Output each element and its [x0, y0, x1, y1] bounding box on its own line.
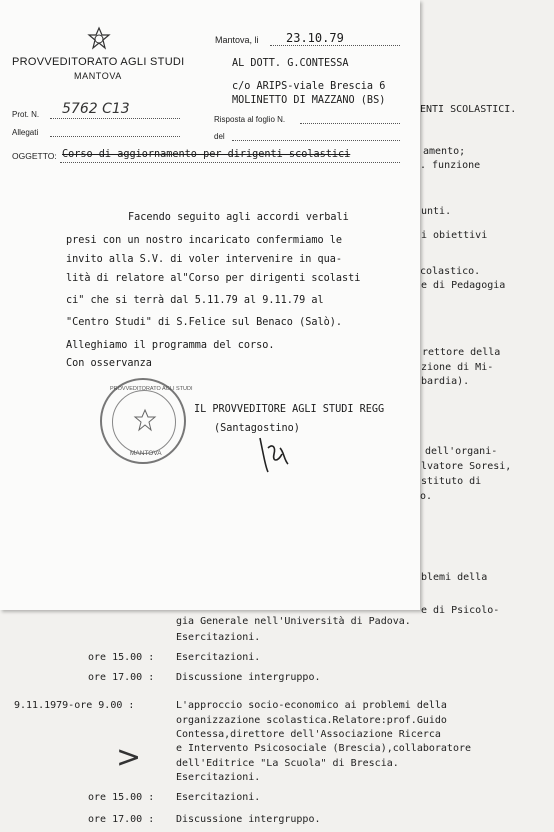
programme-fragment: ENTI SCOLASTICI.: [420, 104, 517, 115]
del-label: del: [214, 132, 225, 141]
programme-line: L'approccio socio-economico ai problemi della: [176, 700, 447, 711]
programme-line: gia Generale nell'Università di Padova.: [176, 616, 411, 627]
office-seal: [100, 378, 193, 464]
programme-fragment: dell'organi-: [425, 446, 498, 457]
programme-line: dell'Editrice "La Scuola" di Brescia.: [176, 758, 399, 769]
seal-text-bottom: MANTOVA: [130, 450, 162, 457]
office-name: PROVVEDITORATO AGLI STUDI: [12, 56, 185, 68]
letter-body-line: Alleghiamo il programma del corso.: [66, 340, 275, 351]
office-city: MANTOVA: [74, 71, 122, 81]
letter-body-line: "Centro Studi" di S.Felice sul Benaco (Salò).: [66, 317, 343, 328]
oggetto-text: Corso di aggiornamento per dirigenti scolastici: [62, 149, 351, 160]
programme-fragment: lvatore Soresi,: [421, 461, 512, 472]
programme-time: ore 15.00 :: [88, 652, 155, 663]
programme-line: Contessa,direttore dell'Associazione Ricerca: [176, 729, 441, 740]
programme-fragment: . funzione: [420, 160, 481, 171]
programme-fragment: i obiettivi: [421, 230, 488, 241]
letter-body-line: lità di relatore al"Corso per dirigenti scolasti: [66, 273, 361, 284]
programme-line: Discussione intergruppo.: [176, 814, 321, 825]
programme-time: ore 17.00 :: [88, 672, 155, 683]
prot-label: Prot. N.: [12, 110, 40, 119]
programme-line: e Intervento Psicosociale (Brescia),collaboratore: [176, 743, 472, 754]
programme-time: ore 17.00 :: [88, 814, 155, 825]
programme-time: ore 15.00 :: [88, 792, 155, 803]
programme-fragment: o.: [420, 491, 433, 502]
addressee-line-2: c/o ARIPS-viale Brescia 6: [232, 81, 386, 92]
programme-fragment: blemi della: [421, 572, 488, 583]
letter-body-line: presi con un nostro incaricato confermiamo le: [66, 235, 343, 246]
programme-fragment: colastico.: [420, 266, 481, 277]
seal-emblem-icon: [132, 408, 158, 434]
signature-name: (Santagostino): [214, 423, 300, 434]
oggetto-label: OGGETTO:: [12, 151, 57, 161]
programme-line: Esercitazioni.: [176, 632, 261, 643]
letter-body-line: Facendo seguito agli accordi verbali: [128, 212, 349, 223]
programme-line: organizzazione scolastica.Relatore:prof.Guido: [176, 715, 447, 726]
programme-line: Discussione intergruppo.: [176, 672, 321, 683]
programme-time: 9.11.1979-ore 9.00 :: [14, 700, 135, 711]
addressee-line-1: AL DOTT. G.CONTESSA: [232, 58, 349, 69]
programme-fragment: rettore della: [422, 347, 501, 358]
programme-fragment: e di Pedagogia: [421, 280, 506, 291]
addressee-line-3: MOLINETTO DI MAZZANO (BS): [232, 95, 386, 106]
risposta-label: Risposta al foglio N.: [214, 115, 286, 124]
letter-body-line: ci" che si terrà dal 5.11.79 al 9.11.79 al: [66, 295, 324, 306]
letter-body-line: invito alla S.V. di voler intervenire in qua-: [66, 254, 343, 265]
programme-line: Esercitazioni.: [176, 772, 261, 783]
handwritten-signature: [254, 418, 294, 478]
republic-emblem-icon: [86, 26, 112, 52]
seal-text-top: PROVVEDITORATO AGLI STUDI: [110, 386, 193, 392]
programme-fragment: stituto di: [421, 476, 482, 487]
programme-fragment: e di Psicolo-: [421, 605, 500, 616]
programme-fragment: zione di Mi-: [421, 362, 494, 373]
letter-date: 23.10.79: [286, 31, 344, 45]
protocol-number: 5762 C13: [62, 101, 130, 117]
allegati-label: Allegati: [12, 128, 39, 137]
place-label: Mantova, li: [215, 35, 259, 45]
signature-title: IL PROVVEDITORE AGLI STUDI REGG: [194, 404, 385, 415]
programme-line: Esercitazioni.: [176, 652, 261, 663]
programme-fragment: bardia).: [421, 376, 470, 387]
programme-fragment: unti.: [421, 206, 452, 217]
margin-arrow-mark: >: [116, 740, 142, 775]
closing-line: Con osservanza: [66, 358, 152, 369]
programme-line: Esercitazioni.: [176, 792, 261, 803]
programme-fragment: amento;: [423, 146, 466, 157]
